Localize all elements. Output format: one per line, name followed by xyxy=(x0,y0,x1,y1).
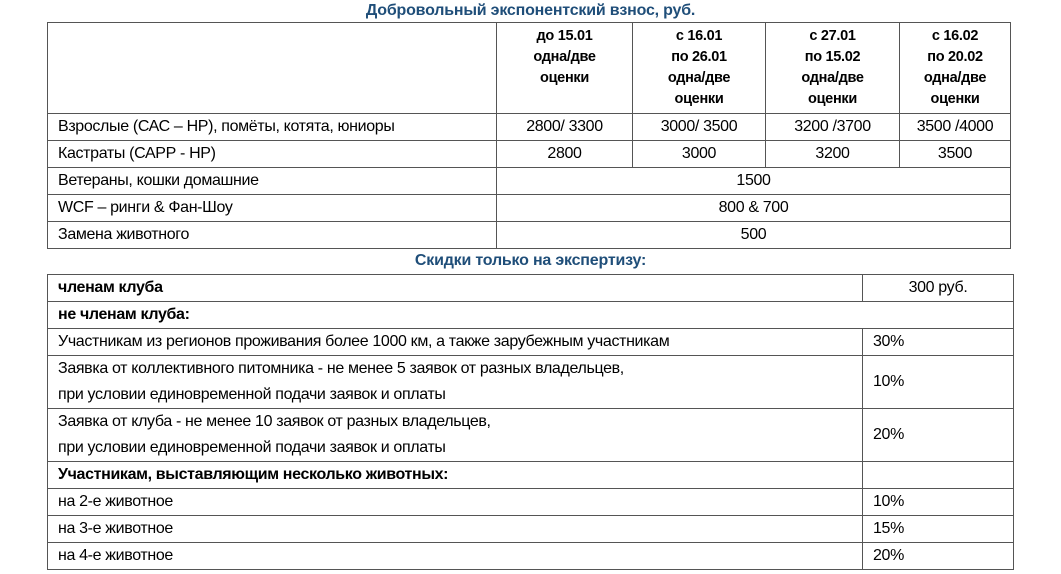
discount-row xyxy=(48,462,1014,489)
discount-row xyxy=(48,356,1014,409)
fee-value: 3500 xyxy=(900,141,1011,168)
discount-value xyxy=(863,462,1014,489)
label-line: Заявка от коллективного питомника - не менее 5 заявок от разных владельцев, xyxy=(58,360,624,377)
discount-row xyxy=(48,409,1014,462)
fee-value: 500 xyxy=(497,222,1011,249)
discount-row xyxy=(48,302,1014,329)
row-label xyxy=(48,409,863,462)
header-line: по 20.02 xyxy=(927,49,983,65)
header-empty xyxy=(48,23,497,114)
header-period-2 xyxy=(633,23,766,114)
fee-row-replacement xyxy=(48,222,1011,249)
header-line: одна/две xyxy=(801,70,864,86)
header-line: одна/две xyxy=(923,70,987,86)
label-line: при условии единовременной подачи заявок и оплаты xyxy=(58,386,446,403)
fee-value: 3500 /4000 xyxy=(900,114,1011,141)
header-line: с 27.01 xyxy=(809,28,856,44)
fee-row-adults xyxy=(48,114,1011,141)
header-line: по 15.02 xyxy=(804,49,861,65)
fee-title: Добровольный экспонентский взнос, руб. xyxy=(365,2,696,19)
row-label: WCF – ринги & Фан-Шоу xyxy=(48,195,497,222)
fee-table xyxy=(47,22,1011,249)
header-period-4 xyxy=(900,23,1011,114)
fee-value: 1500 xyxy=(497,168,1011,195)
row-label: на 2-е животное xyxy=(48,489,863,516)
discount-table xyxy=(47,274,1014,570)
label-line: Заявка от клуба - не менее 10 заявок от разных владельцев, xyxy=(58,413,491,430)
fee-row-neuters xyxy=(48,141,1011,168)
row-label: Замена животного xyxy=(48,222,497,249)
header-line: до 15.01 xyxy=(536,28,593,44)
discount-value: 20% xyxy=(863,409,1014,462)
discount-value: 30% xyxy=(863,329,1014,356)
fee-value: 3000 xyxy=(633,141,766,168)
fee-row-wcf-rings xyxy=(48,195,1011,222)
fee-value: 2800/ 3300 xyxy=(497,114,633,141)
fee-value: 3200 /3700 xyxy=(766,114,900,141)
row-label: Участникам, выставляющим несколько животных: xyxy=(48,462,863,489)
discount-title: Скидки только на экспертизу: xyxy=(414,252,647,269)
discount-value: 15% xyxy=(863,516,1014,543)
row-label: на 3-е животное xyxy=(48,516,863,543)
header-line: оценки xyxy=(540,70,589,86)
header-line: с 16.02 xyxy=(931,28,979,44)
discount-row xyxy=(48,543,1014,570)
row-label: Ветераны, кошки домашние xyxy=(48,168,497,195)
discount-value: 10% xyxy=(863,489,1014,516)
row-label: Кастраты (САРР - НР) xyxy=(48,141,497,168)
header-line: одна/две xyxy=(667,70,731,86)
row-label: Участникам из регионов проживания более 1000 км, а также зарубежным участникам xyxy=(48,329,863,356)
fee-value: 800 & 700 xyxy=(497,195,1011,222)
discount-row xyxy=(48,329,1014,356)
header-line: оценки xyxy=(930,91,980,107)
discount-row xyxy=(48,275,1014,302)
header-line: с 16.01 xyxy=(675,28,723,44)
label-line: при условии единовременной подачи заявок и оплаты xyxy=(58,439,446,456)
discount-row xyxy=(48,516,1014,543)
header-line: по 26.01 xyxy=(671,49,727,65)
header-period-1 xyxy=(497,23,633,114)
header-line: оценки xyxy=(808,91,857,107)
row-label: не членам клуба: xyxy=(48,302,1014,329)
header-line: одна/две xyxy=(533,49,596,65)
discount-value: 300 руб. xyxy=(863,275,1014,302)
row-label: Взрослые (САС – НР), помёты, котята, юниоры xyxy=(48,114,497,141)
fee-header-row xyxy=(48,23,1011,114)
fee-value: 2800 xyxy=(497,141,633,168)
row-label xyxy=(48,356,863,409)
fee-value: 3000/ 3500 xyxy=(633,114,766,141)
discount-value: 10% xyxy=(863,356,1014,409)
header-line: оценки xyxy=(674,91,724,107)
fee-row-veterans xyxy=(48,168,1011,195)
fee-value: 3200 xyxy=(766,141,900,168)
row-label: членам клуба xyxy=(48,275,863,302)
discount-value: 20% xyxy=(863,543,1014,570)
header-period-3 xyxy=(766,23,900,114)
discount-row xyxy=(48,489,1014,516)
row-label: на 4-е животное xyxy=(48,543,863,570)
